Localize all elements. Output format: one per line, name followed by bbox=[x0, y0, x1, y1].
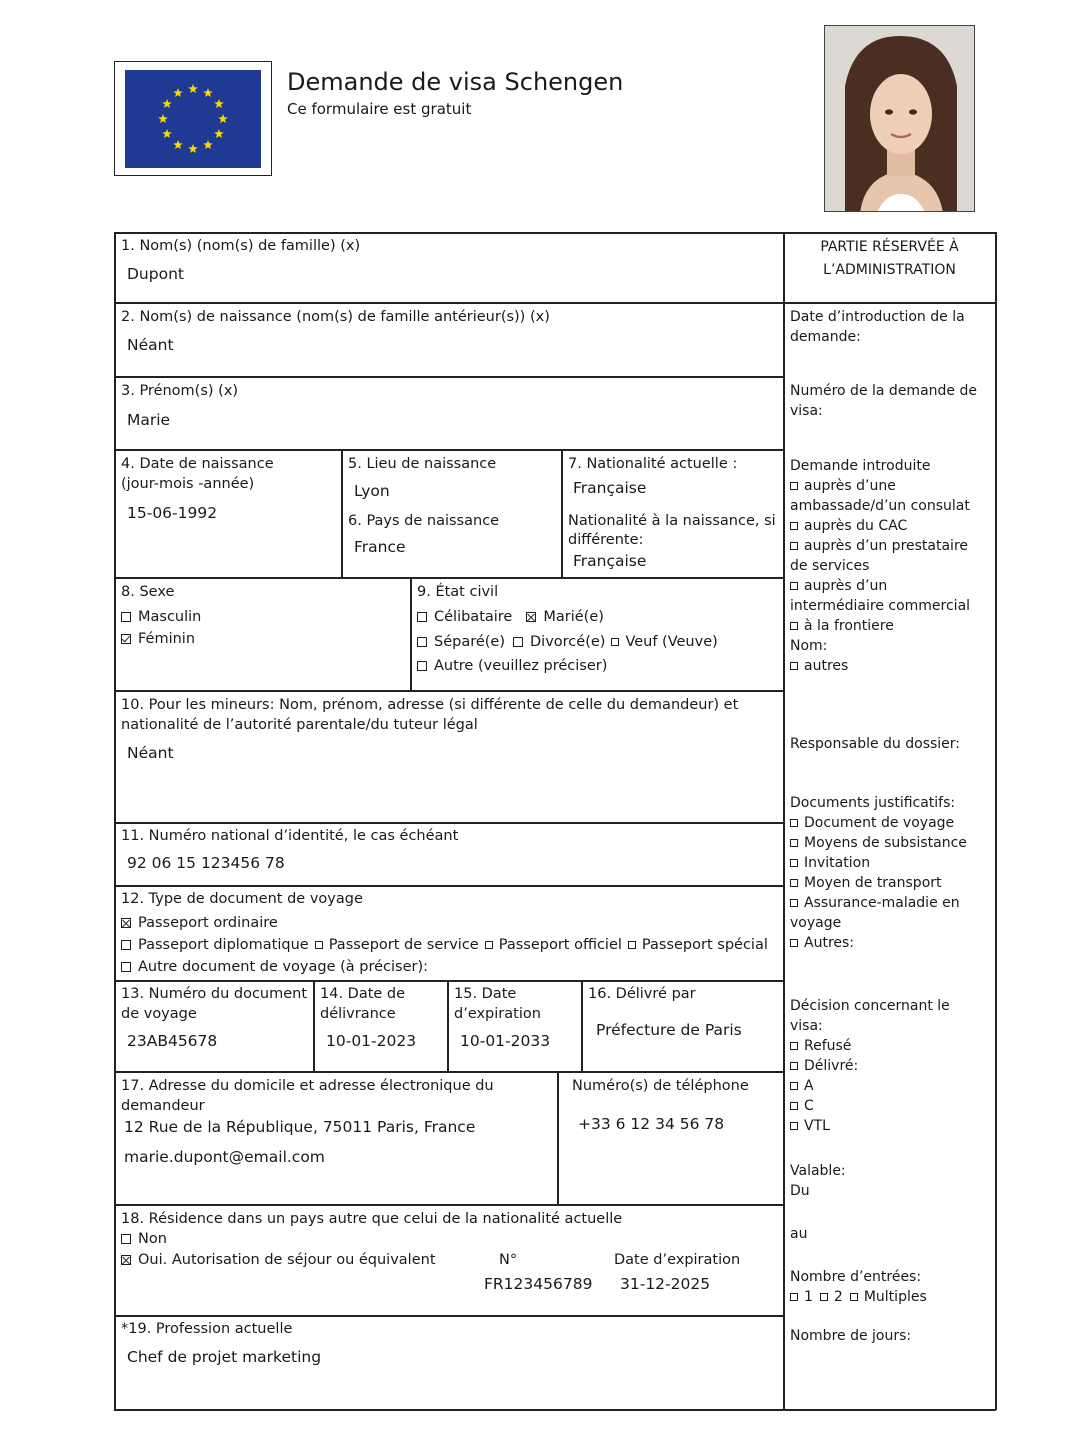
checkbox-doc-insurance[interactable] bbox=[790, 899, 798, 907]
checkbox-lodged-embassy[interactable] bbox=[790, 482, 798, 490]
national-id-value[interactable]: 92 06 15 123456 78 bbox=[127, 854, 285, 872]
issue-date-value[interactable]: 10-01-2023 bbox=[326, 1032, 417, 1050]
permit-number-label: N° bbox=[499, 1252, 518, 1268]
admin-decision-section: Décision concernant le visa: Refusé Délivré: A C VTL bbox=[790, 998, 950, 1134]
portrait-icon bbox=[825, 26, 975, 212]
checkbox-widowed[interactable] bbox=[611, 638, 619, 646]
profession-label: *19. Profession actuelle bbox=[121, 1321, 293, 1337]
phone-label: Numéro(s) de téléphone bbox=[572, 1078, 749, 1094]
address-value[interactable]: 12 Rue de la République, 75011 Paris, France bbox=[124, 1118, 476, 1136]
page-subtitle: Ce formulaire est gratuit bbox=[287, 100, 472, 118]
checkbox-female-checked[interactable] bbox=[121, 634, 131, 644]
checkbox-married-checked[interactable] bbox=[526, 612, 536, 622]
residence-option-yes[interactable]: Oui. Autorisation de séjour ou équivalent bbox=[121, 1250, 436, 1270]
national-id-label: 11. Numéro national d’identité, le cas échéant bbox=[121, 828, 459, 844]
admin-entries-options: 1 2 Multiples bbox=[790, 1287, 927, 1307]
checkbox-lodged-provider[interactable] bbox=[790, 542, 798, 550]
doc-number-label-2: de voyage bbox=[121, 1006, 197, 1022]
permit-expiry-value[interactable]: 31-12-2025 bbox=[620, 1275, 711, 1293]
profession-value[interactable]: Chef de projet marketing bbox=[127, 1348, 322, 1366]
doc-number-value[interactable]: 23AB45678 bbox=[127, 1032, 218, 1050]
admin-entries-label: Nombre d’entrées: bbox=[790, 1269, 922, 1285]
admin-days-label: Nombre de jours: bbox=[790, 1328, 912, 1344]
minors-label-2: nationalité de l’autorité parentale/du tuteur légal bbox=[121, 717, 478, 733]
checkbox-ordinary-passport-checked[interactable] bbox=[121, 918, 131, 928]
admin-file-handler: Responsable du dossier: bbox=[790, 736, 961, 752]
checkbox-type-a[interactable] bbox=[790, 1082, 798, 1090]
checkbox-official-passport[interactable] bbox=[485, 941, 493, 949]
birthdate-label: 4. Date de naissance bbox=[121, 456, 274, 472]
checkbox-doc-others[interactable] bbox=[790, 939, 798, 947]
checkbox-lodged-border[interactable] bbox=[790, 622, 798, 630]
birthdate-value[interactable]: 15-06-1992 bbox=[127, 504, 218, 522]
permit-expiry-label: Date d’expiration bbox=[614, 1252, 741, 1268]
sex-option-female[interactable]: Féminin bbox=[121, 629, 195, 649]
checkbox-lodged-cac[interactable] bbox=[790, 522, 798, 530]
residence-option-no[interactable]: Non bbox=[121, 1229, 167, 1249]
checkbox-entries-1[interactable] bbox=[790, 1293, 798, 1301]
checkbox-type-vtl[interactable] bbox=[790, 1122, 798, 1130]
checkbox-lodged-others[interactable] bbox=[790, 662, 798, 670]
checkbox-refused[interactable] bbox=[790, 1042, 798, 1050]
birthdate-format: (jour-mois -année) bbox=[121, 476, 255, 492]
sex-label: 8. Sexe bbox=[121, 584, 175, 600]
page-title: Demande de visa Schengen bbox=[287, 68, 624, 96]
eu-flag-icon bbox=[125, 70, 261, 168]
admin-valid-to: au bbox=[790, 1226, 808, 1242]
permit-number-value[interactable]: FR123456789 bbox=[484, 1275, 593, 1293]
issue-date-label-2: délivrance bbox=[320, 1006, 396, 1022]
admin-lodged-section: Demande introduite auprès d’une ambassade/d’un consulat auprès du CAC auprès d’un prestataire de services auprès d’un intermédiaire commercial à la frontiere Nom: autres bbox=[790, 458, 971, 674]
doc-type-row-3: Autre document de voyage (à préciser): bbox=[121, 957, 428, 977]
surname-value[interactable]: Dupont bbox=[127, 265, 184, 283]
civil-status-label: 9. État civil bbox=[417, 584, 499, 600]
checkbox-doc-travel[interactable] bbox=[790, 819, 798, 827]
checkbox-other-status[interactable] bbox=[417, 661, 427, 671]
issued-by-label: 16. Délivré par bbox=[588, 986, 696, 1002]
checkbox-entries-2[interactable] bbox=[820, 1293, 828, 1301]
checkbox-lodged-intermediary[interactable] bbox=[790, 582, 798, 590]
checkbox-doc-invitation[interactable] bbox=[790, 859, 798, 867]
email-value[interactable]: marie.dupont@email.com bbox=[124, 1148, 325, 1166]
admin-valid-from: Du bbox=[790, 1183, 810, 1199]
issued-by-value[interactable]: Préfecture de Paris bbox=[596, 1021, 742, 1039]
birth-surname-label: 2. Nom(s) de naissance (nom(s) de famille antérieur(s)) (x) bbox=[121, 309, 550, 325]
checkbox-other-doc[interactable] bbox=[121, 962, 131, 972]
address-label: 17. Adresse du domicile et adresse électronique du bbox=[121, 1078, 494, 1094]
minors-value[interactable]: Néant bbox=[127, 744, 174, 762]
applicant-photo bbox=[824, 25, 975, 212]
address-label-2: demandeur bbox=[121, 1098, 205, 1114]
expiry-date-value[interactable]: 10-01-2033 bbox=[460, 1032, 551, 1050]
birth-nationality-label-2: différente: bbox=[568, 532, 644, 548]
phone-value[interactable]: +33 6 12 34 56 78 bbox=[578, 1115, 725, 1133]
checkbox-doc-means[interactable] bbox=[790, 839, 798, 847]
checkbox-single[interactable] bbox=[417, 612, 427, 622]
birth-nationality-value[interactable]: Française bbox=[573, 552, 647, 570]
birth-country-label: 6. Pays de naissance bbox=[348, 513, 500, 529]
checkbox-special-passport[interactable] bbox=[628, 941, 636, 949]
civil-status-row-1: Célibataire Marié(e) bbox=[417, 607, 604, 627]
checkbox-doc-transport[interactable] bbox=[790, 879, 798, 887]
firstname-value[interactable]: Marie bbox=[127, 411, 171, 429]
admin-application-number: Numéro de la demande de visa: bbox=[790, 383, 977, 419]
birthplace-label: 5. Lieu de naissance bbox=[348, 456, 497, 472]
checkbox-male[interactable] bbox=[121, 612, 131, 622]
checkbox-diplomatic-passport[interactable] bbox=[121, 940, 131, 950]
civil-status-row-2: Séparé(e) Divorcé(e) Veuf (Veuve) bbox=[417, 632, 718, 652]
doc-type-row-1: Passeport ordinaire bbox=[121, 913, 278, 933]
sex-option-male[interactable]: Masculin bbox=[121, 607, 201, 627]
admin-date-intro: Date d’introduction de la demande: bbox=[790, 309, 965, 345]
eu-flag-frame bbox=[114, 61, 272, 176]
birth-nationality-label: Nationalité à la naissance, si bbox=[568, 513, 776, 529]
doc-type-row-2: Passeport diplomatique Passeport de service Passeport officiel Passeport spécial bbox=[121, 935, 768, 955]
doc-number-label: 13. Numéro du document bbox=[121, 986, 308, 1002]
issue-date-label: 14. Date de bbox=[320, 986, 406, 1002]
expiry-date-label-2: d’expiration bbox=[454, 1006, 541, 1022]
checkbox-issued[interactable] bbox=[790, 1062, 798, 1070]
civil-status-row-3: Autre (veuillez préciser) bbox=[417, 656, 607, 676]
checkbox-service-passport[interactable] bbox=[315, 941, 323, 949]
checkbox-separated[interactable] bbox=[417, 637, 427, 647]
checkbox-residence-yes-checked[interactable] bbox=[121, 1255, 131, 1265]
checkbox-type-c[interactable] bbox=[790, 1102, 798, 1110]
travel-doc-type-label: 12. Type de document de voyage bbox=[121, 891, 363, 907]
checkbox-entries-multiple[interactable] bbox=[850, 1293, 858, 1301]
surname-label: 1. Nom(s) (nom(s) de famille) (x) bbox=[121, 238, 361, 254]
minors-label: 10. Pour les mineurs: Nom, prénom, adresse (si différente de celle du demandeur) et bbox=[121, 697, 739, 713]
admin-documents-section: Documents justificatifs: Document de voyage Moyens de subsistance Invitation Moyen de transport Assurance-maladie en voyage Autres: bbox=[790, 795, 967, 951]
nationality-label: 7. Nationalité actuelle : bbox=[568, 456, 738, 472]
expiry-date-label: 15. Date bbox=[454, 986, 517, 1002]
birthplace-value[interactable]: Lyon bbox=[354, 482, 390, 500]
birth-surname-value[interactable]: Néant bbox=[127, 336, 174, 354]
nationality-value[interactable]: Française bbox=[573, 479, 647, 497]
admin-valid-label: Valable: bbox=[790, 1163, 846, 1179]
birth-country-value[interactable]: France bbox=[354, 538, 406, 556]
firstname-label: 3. Prénom(s) (x) bbox=[121, 383, 239, 399]
checkbox-divorced[interactable] bbox=[513, 637, 523, 647]
admin-title: PARTIE RÉSERVÉE À L’ADMINISTRATION bbox=[820, 239, 959, 278]
residence-label: 18. Résidence dans un pays autre que celui de la nationalité actuelle bbox=[121, 1211, 623, 1227]
checkbox-residence-no[interactable] bbox=[121, 1234, 131, 1244]
